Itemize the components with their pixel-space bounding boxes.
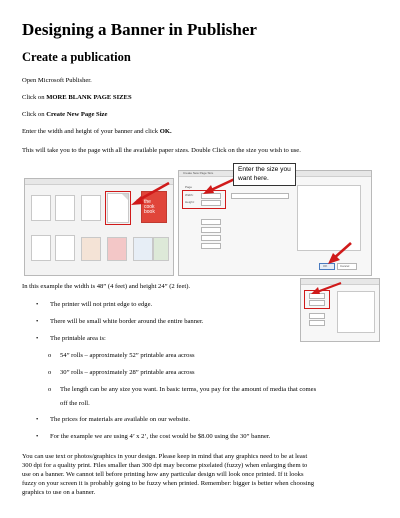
dialog-title: Create New Page Size	[183, 171, 214, 175]
sub-bullet-circle: o	[48, 352, 52, 359]
step-create-page-size: Click on Create New Page Size	[22, 111, 108, 118]
section-title: Create a publication	[22, 50, 131, 64]
template-thumbnail	[153, 237, 169, 261]
bullet-dot: •	[36, 433, 39, 440]
step-blank-page-sizes: Click on MORE BLANK PAGE SIZES	[22, 94, 132, 101]
sub-bullet-item: The length can be any size you want. In basic terms, you pay for the amount of media that comes	[60, 386, 317, 393]
sub-bullet-circle: o	[48, 386, 52, 393]
cancel-button[interactable]: Cancel	[337, 263, 357, 270]
closing-line: You can use text or photos/graphics in your design. Please keep in mind that any graphics need to be at least	[22, 453, 308, 460]
bullet-item: There will be small white border around the entire banner.	[50, 318, 204, 325]
bullet-item: For the example we are using 4’ x 2’, the cost would be $8.00 using the 30” banner.	[50, 433, 271, 440]
red-arrow-icon	[325, 241, 355, 267]
template-thumbnail	[31, 235, 51, 261]
margin-input[interactable]	[201, 227, 221, 233]
height-label: Height:	[185, 200, 195, 204]
page-thumbnail	[55, 195, 75, 221]
screenshot-size-dialog-small	[300, 278, 380, 342]
sub-bullet-item: 30” rolls – approximately 28” printable area across	[60, 369, 195, 376]
sub-bullet-continuation: off the roll.	[60, 400, 90, 407]
bullet-item: The printable area is:	[50, 335, 106, 342]
closing-line: graphics to use on a banner.	[22, 489, 96, 496]
margin-input[interactable]	[201, 243, 221, 249]
bullet-dot: •	[36, 301, 39, 308]
template-thumbnail	[81, 237, 101, 261]
callout-enter-size: Enter the size you want here.	[233, 163, 296, 186]
screenshot-page-sizes	[24, 178, 174, 276]
template-thumbnail	[107, 237, 127, 261]
bullet-dot: •	[36, 416, 39, 423]
step-enter-size: Enter the width and height of your banner and click OK.	[22, 128, 172, 135]
template-thumbnail	[133, 237, 153, 261]
book-cover-text: the cook book	[144, 199, 155, 215]
page-section-label: Page	[185, 185, 193, 189]
closing-line: fuzzy on your screen it is probably going to be fuzzy when printed. Remember: bigger is better when choosing	[22, 480, 315, 487]
step-paper-sizes: This will take you to the page with all the available paper sizes. Double Click on the size you wish to use.	[22, 147, 301, 154]
page-title: Designing a Banner in Publisher	[22, 20, 257, 39]
bullet-item: The prices for materials are available on our website.	[50, 416, 191, 423]
bullet-dot: •	[36, 318, 39, 325]
bullet-dot: •	[36, 335, 39, 342]
page-thumbnail	[81, 195, 101, 221]
closing-line: 300 dpi for a quality print. Files smaller than 300 dpi may become pixelated (fuzzy) when enlarging them to	[22, 462, 308, 469]
example-text: In this example the width is 48” (4 feet) and height 24” (2 feet).	[22, 283, 191, 290]
sub-bullet-item: 54” rolls – approximately 52” printable area across	[60, 352, 195, 359]
margin-input[interactable]	[201, 219, 221, 225]
sub-bullet-circle: o	[48, 369, 52, 376]
margin-input[interactable]	[201, 235, 221, 241]
red-arrow-icon	[125, 179, 173, 209]
page-thumbnail	[31, 195, 51, 221]
width-label: Width:	[185, 193, 194, 197]
closing-line: use on a banner. We cannot tell before printing how any particular design will look once printed. If it looks	[22, 471, 304, 478]
page-preview	[337, 291, 375, 333]
bullet-item: The printer will not print edge to edge.	[50, 301, 153, 308]
margin-input[interactable]	[309, 313, 325, 319]
margin-input[interactable]	[309, 320, 325, 326]
step-open-publisher: Open Microsoft Publisher.	[22, 77, 92, 84]
ok-button[interactable]: OK	[319, 263, 335, 270]
template-thumbnail	[55, 235, 75, 261]
red-arrow-icon	[305, 281, 345, 297]
